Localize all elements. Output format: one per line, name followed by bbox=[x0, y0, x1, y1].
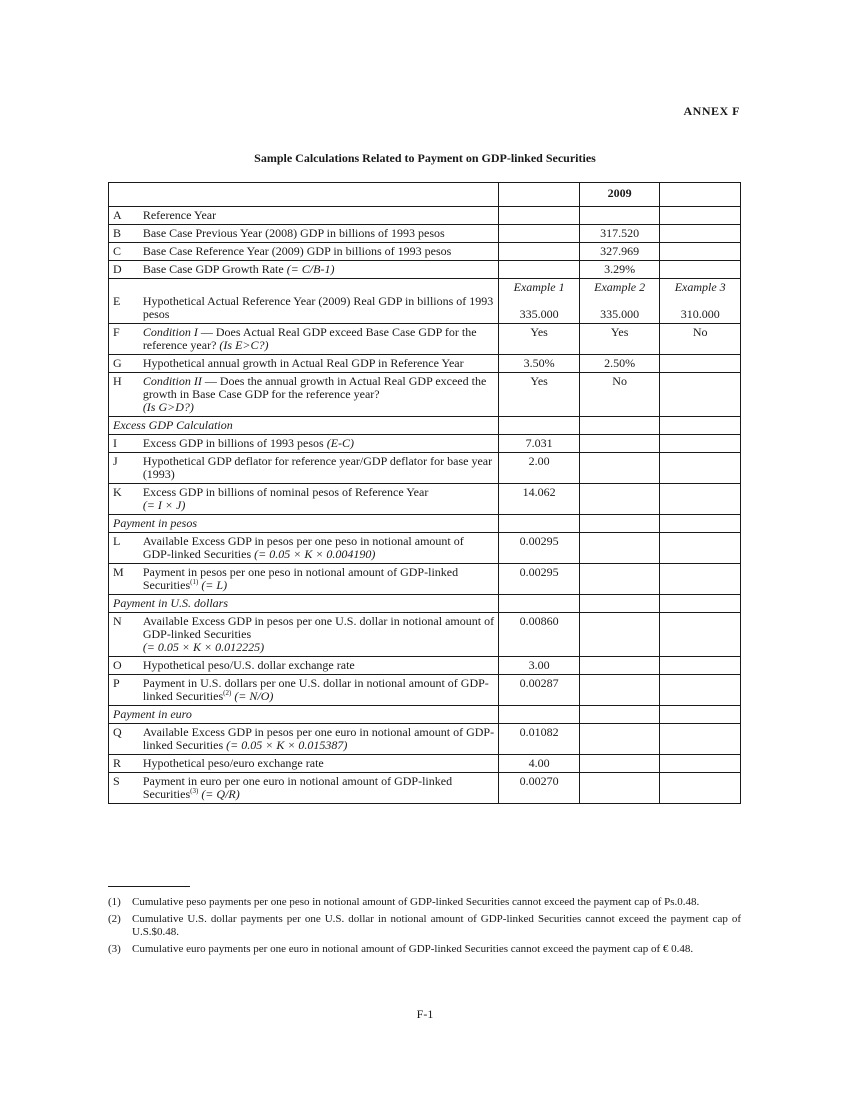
section-heading: Payment in U.S. dollars bbox=[109, 595, 499, 613]
row-formula: (= 0.05 × K × 0.015387) bbox=[226, 738, 348, 752]
value-cell: Yes bbox=[579, 324, 660, 355]
table-row bbox=[109, 373, 741, 417]
footnote-text: Cumulative peso payments per one peso in notional amount of GDP-linked Securities cannot exceed the payment cap of Ps.0.48. bbox=[132, 896, 700, 908]
section-row bbox=[109, 515, 741, 533]
row-letter: F bbox=[109, 324, 139, 355]
row-formula: (= N/O) bbox=[234, 689, 274, 703]
footnote-ref: (1) bbox=[190, 578, 199, 586]
row-letter: A bbox=[109, 207, 139, 225]
value-cell: 3.00 bbox=[499, 657, 580, 675]
row-formula: (Is E>C?) bbox=[219, 338, 269, 352]
row-description: Condition I — Does Actual Real GDP exceed Base Case GDP for the reference year? (Is E>C?) bbox=[139, 324, 499, 355]
value-cell: 0.01082 bbox=[499, 724, 580, 755]
table-row bbox=[109, 207, 741, 225]
section-heading: Excess GDP Calculation bbox=[109, 417, 499, 435]
row-letter: J bbox=[109, 453, 139, 484]
row-description: Hypothetical Actual Reference Year (2009) Real GDP in billions of 1993 pesos bbox=[139, 279, 499, 324]
value-cell: No bbox=[660, 324, 741, 355]
row-formula: (= Q/R) bbox=[201, 787, 240, 801]
row-description: Excess GDP in billions of 1993 pesos (E-C) bbox=[139, 435, 499, 453]
table-row bbox=[109, 564, 741, 595]
section-row bbox=[109, 706, 741, 724]
row-letter: G bbox=[109, 355, 139, 373]
row-description: Available Excess GDP in pesos per one peso in notional amount of GDP-linked Securities (= 0.05 × K × 0.004190) bbox=[139, 533, 499, 564]
row-description: Base Case Reference Year (2009) GDP in billions of 1993 pesos bbox=[139, 243, 499, 261]
value-cell: 14.062 bbox=[499, 484, 580, 515]
row-description: Payment in euro per one euro in notional amount of GDP-linked Securities$^{(3)}$ (= Q/R) bbox=[139, 773, 499, 804]
row-letter: L bbox=[109, 533, 139, 564]
table-row bbox=[109, 261, 741, 279]
value-cell: 2.50% bbox=[579, 355, 660, 373]
row-letter: M bbox=[109, 564, 139, 595]
table-row bbox=[109, 484, 741, 515]
value-cell: Yes bbox=[499, 324, 580, 355]
value-cell: 0.00295 bbox=[499, 533, 580, 564]
page-number: F-1 bbox=[416, 1007, 434, 1021]
row-description: Base Case Previous Year (2008) GDP in billions of 1993 pesos bbox=[139, 225, 499, 243]
row-letter: S bbox=[109, 773, 139, 804]
table-row bbox=[109, 435, 741, 453]
value-cell: 4.00 bbox=[499, 755, 580, 773]
table-row bbox=[109, 613, 741, 657]
footnote-text: Cumulative U.S. dollar payments per one U.S. dollar in notional amount of GDP-linked Securities cannot exceed the payment cap of U.S.$0.48. bbox=[132, 912, 741, 938]
value-cell: Yes bbox=[499, 373, 580, 417]
row-letter: B bbox=[109, 225, 139, 243]
annex-label: ANNEX F bbox=[683, 104, 740, 118]
footnotes bbox=[108, 896, 741, 959]
section-heading: Payment in pesos bbox=[109, 515, 499, 533]
row-letter: N bbox=[109, 613, 139, 657]
value-cell: 0.00287 bbox=[499, 675, 580, 706]
row-description: Hypothetical GDP deflator for reference year/GDP deflator for base year (1993) bbox=[139, 453, 499, 484]
section-row bbox=[109, 595, 741, 613]
table-row bbox=[109, 324, 741, 355]
row-description: Excess GDP in billions of nominal pesos of Reference Year (= I × J) bbox=[139, 484, 499, 515]
value-cell: 7.031 bbox=[499, 435, 580, 453]
row-letter: H bbox=[109, 373, 139, 417]
example-3-label: Example 3 bbox=[674, 280, 726, 294]
table-row bbox=[109, 453, 741, 484]
value-cell: 0.00270 bbox=[499, 773, 580, 804]
condition-label: Condition II bbox=[142, 374, 202, 388]
row-letter: I bbox=[109, 435, 139, 453]
row-formula: (= L) bbox=[201, 578, 228, 592]
row-formula: (= C/B-1) bbox=[286, 262, 335, 276]
row-description: Condition II — Does the annual growth in Actual Real GDP exceed the growth in Base Case GDP for the reference year? (Is G>D?) bbox=[139, 373, 499, 417]
value-cell: 317.520 bbox=[579, 225, 660, 243]
footnote bbox=[108, 896, 741, 910]
footnote bbox=[108, 913, 741, 940]
table-row bbox=[109, 724, 741, 755]
value-cell: Example 3 310.000 bbox=[660, 279, 741, 324]
row-letter: K bbox=[109, 484, 139, 515]
footnote-text: Cumulative euro payments per one euro in notional amount of GDP-linked Securities cannot exceed the payment cap of € 0.48. bbox=[132, 942, 694, 955]
calculation-table bbox=[108, 182, 741, 804]
row-description: Base Case GDP Growth Rate (= C/B-1) bbox=[139, 261, 499, 279]
value-cell: 327.969 bbox=[579, 243, 660, 261]
row-formula: (Is G>D?) bbox=[142, 400, 194, 414]
row-description: Available Excess GDP in pesos per one U.S. dollar in notional amount of GDP-linked Securities (= 0.05 × K × 0.012225) bbox=[139, 613, 499, 657]
page-title: Sample Calculations Related to Payment on GDP-linked Securities bbox=[254, 151, 596, 165]
row-description: Hypothetical peso/U.S. dollar exchange rate bbox=[139, 657, 499, 675]
row-letter: Q bbox=[109, 724, 139, 755]
footnote-label: (2) bbox=[108, 912, 121, 925]
footnote-label: (1) bbox=[108, 896, 121, 908]
value-cell: No bbox=[579, 373, 660, 417]
row-letter: E bbox=[109, 279, 139, 324]
row-letter: C bbox=[109, 243, 139, 261]
value-cell: 3.29% bbox=[579, 261, 660, 279]
example-2-label: Example 2 bbox=[594, 280, 646, 294]
row-letter: P bbox=[109, 675, 139, 706]
row-formula: (= I × J) bbox=[142, 498, 186, 512]
footnote-ref: (2) bbox=[223, 689, 232, 697]
row-letter: D bbox=[109, 261, 139, 279]
row-formula: (= 0.05 × K × 0.004190) bbox=[254, 547, 376, 561]
table-row bbox=[109, 279, 741, 324]
table-row bbox=[109, 355, 741, 373]
table-row bbox=[109, 675, 741, 706]
section-heading: Payment in euro bbox=[109, 706, 499, 724]
row-formula: (= 0.05 × K × 0.012225) bbox=[142, 640, 265, 654]
section-row bbox=[109, 417, 741, 435]
row-description: Hypothetical peso/euro exchange rate bbox=[139, 755, 499, 773]
table-row bbox=[109, 755, 741, 773]
condition-label: Condition I bbox=[142, 325, 198, 339]
footnote-divider bbox=[108, 886, 190, 887]
table-header-row bbox=[109, 183, 741, 207]
row-description: Payment in U.S. dollars per one U.S. dollar in notional amount of GDP-linked Securities$^{(2)}$ (= N/O) bbox=[139, 675, 499, 706]
value-cell: Example 1 335.000 bbox=[499, 279, 580, 324]
value-cell: 2.00 bbox=[499, 453, 580, 484]
value-cell: 0.00860 bbox=[499, 613, 580, 657]
value-cell: 3.50% bbox=[499, 355, 580, 373]
table-row bbox=[109, 243, 741, 261]
value-cell: Example 2 335.000 bbox=[579, 279, 660, 324]
row-description: Available Excess GDP in pesos per one euro in notional amount of GDP-linked Securities (= 0.05 × K × 0.015387) bbox=[139, 724, 499, 755]
example-1-label: Example 1 bbox=[513, 280, 565, 294]
row-description: Payment in pesos per one peso in notional amount of GDP-linked Securities$^{(1)}$ (= L) bbox=[139, 564, 499, 595]
row-formula: (E-C) bbox=[326, 436, 355, 450]
table-row bbox=[109, 773, 741, 804]
value-cell: 0.00295 bbox=[499, 564, 580, 595]
footnote-label: (3) bbox=[108, 942, 121, 955]
row-letter: O bbox=[109, 657, 139, 675]
row-letter: R bbox=[109, 755, 139, 773]
table-row bbox=[109, 225, 741, 243]
table-row bbox=[109, 533, 741, 564]
row-description: Hypothetical annual growth in Actual Real GDP in Reference Year bbox=[139, 355, 499, 373]
footnote bbox=[108, 943, 741, 957]
year-header: 2009 bbox=[579, 183, 660, 207]
table-row bbox=[109, 657, 741, 675]
row-description: Reference Year bbox=[139, 207, 499, 225]
footnote-ref: (3) bbox=[190, 787, 199, 795]
